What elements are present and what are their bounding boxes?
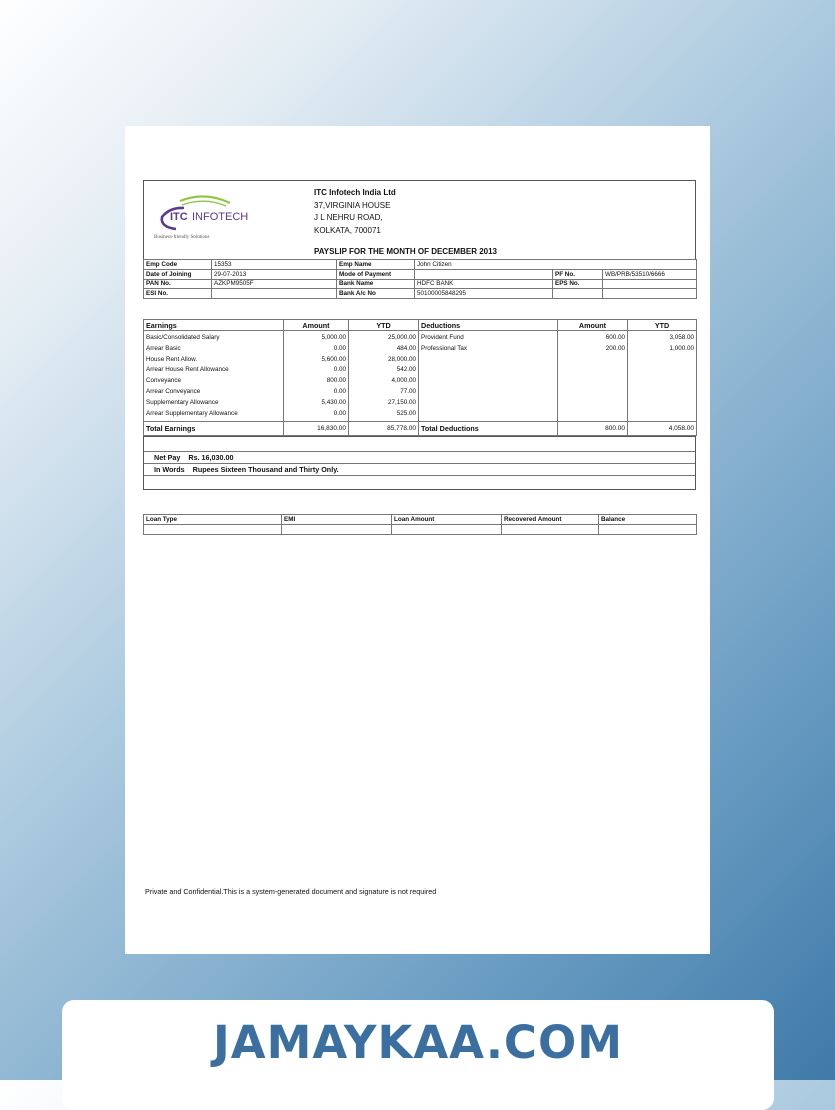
earning-amount: 0.00 (333, 409, 346, 417)
deductions-header: Deductions (419, 320, 558, 331)
company-address-line: 37,VIRGINIA HOUSE (314, 200, 391, 210)
balance-header: Balance (599, 515, 697, 525)
in-words-value: Rupees Sixteen Thousand and Thirty Only. (192, 465, 339, 474)
loan-table (143, 514, 697, 535)
earnings-header: Earnings (144, 320, 284, 331)
bank-name-value: HDFC BANK (415, 279, 553, 289)
deductions-ytd-header: YTD (628, 320, 697, 331)
deduction-amount: 200.00 (605, 344, 625, 352)
watermark-text: JAMAYKAA.COM (213, 1016, 623, 1069)
divider (144, 475, 695, 476)
svg-text:ITC: ITC (170, 211, 188, 223)
pan-label: PAN No. (144, 279, 212, 289)
table-row (144, 525, 697, 535)
company-address-line: J L NEHRU ROAD, (314, 213, 383, 222)
earning-name: Arrear Conveyance (146, 387, 201, 395)
earning-name: Arrear Basic (146, 344, 181, 352)
bank-name-label: Bank Name (337, 279, 415, 289)
earning-amount: 0.00 (333, 344, 346, 352)
doj-label: Date of Joining (144, 269, 212, 279)
deduction-ytd: 1,000.00 (669, 344, 694, 352)
deduction-name: Provident Fund (421, 334, 464, 341)
table-row (144, 279, 697, 289)
empty-cell (553, 289, 603, 299)
earning-ytd: 484.00 (396, 344, 416, 352)
eps-value (603, 279, 697, 289)
pf-value: WB/PRB/53510/6666 (603, 269, 697, 279)
deduction-names (419, 331, 558, 422)
empty-cell (392, 525, 502, 535)
empty-cell (282, 525, 392, 535)
earning-ytd: 25,000.00 (387, 334, 416, 341)
emp-code-label: Emp Code (144, 260, 212, 270)
empty-cell (599, 525, 697, 535)
empty-cell (144, 525, 282, 535)
earning-amount: 0.00 (333, 387, 346, 395)
table-row (144, 269, 697, 279)
earning-ytd: 4,000.00 (391, 377, 416, 385)
earning-ytd: 542.00 (396, 366, 416, 374)
earnings-amounts (284, 331, 349, 422)
earning-ytd: 28,000.00 (387, 355, 416, 363)
payment-mode-value (415, 269, 553, 279)
pan-value: AZKPM9505F (212, 279, 337, 289)
esi-value (212, 289, 337, 299)
watermark-banner (62, 1000, 774, 1110)
svg-text:INFOTECH: INFOTECH (192, 211, 249, 223)
divider (144, 451, 695, 452)
earning-amount: 5,600.00 (321, 355, 346, 363)
earnings-ytd-header: YTD (349, 320, 419, 331)
emp-code-value: 15353 (212, 260, 337, 270)
earning-name: Conveyance (146, 377, 182, 385)
earning-amount: 0.00 (333, 366, 346, 374)
loan-type-header: Loan Type (144, 515, 282, 525)
net-pay-line (154, 453, 234, 462)
deduction-ytd: 3,058.00 (669, 334, 694, 341)
company-block (314, 187, 396, 237)
earning-name: House Rent Allow. (146, 355, 198, 363)
empty-cell (502, 525, 599, 535)
svg-text:Business-friendly Solutions: Business-friendly Solutions (154, 235, 210, 240)
in-words-line (154, 465, 339, 474)
payslip-title: PAYSLIP FOR THE MONTH OF DECEMBER 2013 (314, 247, 497, 256)
deduction-amounts (558, 331, 628, 422)
table-row (144, 289, 697, 299)
earning-ytd: 77.00 (400, 387, 416, 395)
total-earnings-ytd: 85,778.00 (349, 422, 419, 436)
earning-amount: 800.00 (326, 377, 346, 385)
emp-name-label: Emp Name (337, 260, 415, 270)
emp-name-value: John Citizen (415, 260, 697, 270)
deduction-amount: 600.00 (605, 334, 625, 341)
pf-label: PF No. (553, 269, 603, 279)
table-header-row (144, 515, 697, 525)
earning-amount: 5,000.00 (321, 334, 346, 341)
earnings-ytds (349, 331, 419, 422)
total-earnings-label: Total Earnings (144, 422, 284, 436)
net-pay-value: Rs. 16,030.00 (188, 453, 234, 462)
net-pay-box (143, 436, 696, 490)
in-words-label: In Words (154, 465, 185, 474)
earnings-amount-header: Amount (284, 320, 349, 331)
earning-ytd: 27,150.00 (387, 398, 416, 406)
earning-amount: 5,430.00 (321, 398, 346, 406)
loan-amount-header: Loan Amount (392, 515, 502, 525)
table-header-row (144, 320, 697, 331)
recovered-amount-header: Recovered Amount (502, 515, 599, 525)
empty-cell (603, 289, 697, 299)
bank-account-label: Bank A/c No (337, 289, 415, 299)
deduction-name: Professional Tax (421, 344, 468, 352)
bank-account-value: 50100005848295 (415, 289, 553, 299)
earning-name: Arrear House Rent Allowance (146, 366, 229, 374)
divider (144, 463, 695, 464)
earning-name: Supplementary Allowance (146, 398, 219, 406)
total-deductions-label: Total Deductions (419, 422, 558, 436)
payslip-document (125, 126, 710, 954)
total-earnings-amount: 16,830.00 (284, 422, 349, 436)
totals-row (144, 422, 697, 436)
payslip-header (143, 180, 696, 260)
eps-label: EPS No. (553, 279, 603, 289)
total-deductions-ytd: 4,058.00 (628, 422, 697, 436)
total-deductions-amount: 800.00 (558, 422, 628, 436)
footer-note: Private and Confidential.This is a system-generated document and signature is not required (145, 887, 437, 896)
company-name: ITC Infotech India Ltd (314, 188, 396, 197)
esi-label: ESI No. (144, 289, 212, 299)
payment-mode-label: Mode of Payment (337, 269, 415, 279)
earnings-deductions-table (143, 319, 697, 436)
earning-ytd: 525.00 (396, 409, 416, 417)
earning-name: Arrear Supplementary Allowance (146, 409, 238, 417)
doj-value: 29-07-2013 (212, 269, 337, 279)
deduction-ytds (628, 331, 697, 422)
company-address-line: KOLKATA, 700071 (314, 225, 381, 235)
emi-header: EMI (282, 515, 392, 525)
table-row (144, 331, 697, 422)
employee-details-table (143, 259, 697, 299)
deductions-amount-header: Amount (558, 320, 628, 331)
company-logo (150, 193, 270, 243)
table-row (144, 260, 697, 270)
earning-name: Basic/Consolidated Salary (146, 334, 220, 341)
logo-swoosh-icon (150, 193, 270, 243)
net-pay-label: Net Pay (154, 453, 181, 462)
earnings-names (144, 331, 284, 422)
